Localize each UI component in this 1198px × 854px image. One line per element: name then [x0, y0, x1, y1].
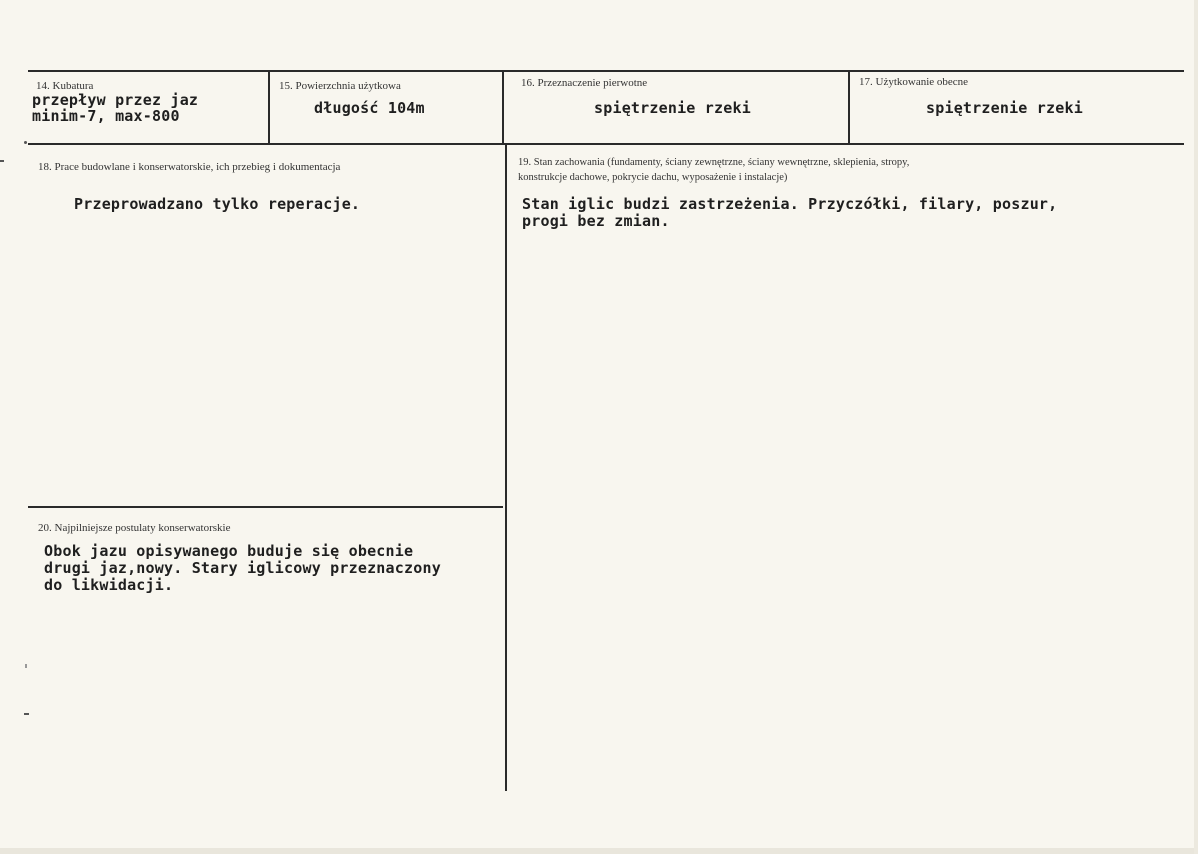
field-16-value: spiętrzenie rzeki — [594, 99, 751, 117]
field-15-value: długość 104m — [314, 99, 425, 117]
divider-left-right-column — [505, 143, 507, 791]
field-18-value: Przeprowadzano tylko reperacje. — [74, 195, 361, 213]
field-17-value: spiętrzenie rzeki — [926, 99, 1083, 117]
header-row-bottom-line — [28, 143, 1184, 145]
field-20-value-line-2: drugi jaz,nowy. Stary iglicowy przeznaczony — [44, 559, 441, 577]
field-15-label: 15. Powierzchnia użytkowa — [279, 80, 401, 92]
divider-14-15 — [268, 70, 270, 145]
field-19-value-line-2: progi bez zmian. — [522, 212, 670, 230]
stray-mark — [24, 713, 29, 715]
field-19-label-line-2: konstrukcje dachowe, pokrycie dachu, wyposażenie i instalacje) — [518, 172, 788, 183]
field-18-label: 18. Prace budowlane i konserwatorskie, ich przebieg i dokumentacja — [38, 161, 341, 173]
field-19-value-line-1: Stan iglic budzi zastrzeżenia. Przyczółki, filary, poszur, — [522, 195, 1058, 213]
stray-mark — [25, 664, 27, 668]
field-14-value-line-1: przepływ przez jaz — [32, 91, 199, 109]
section-18-bottom-line — [28, 506, 503, 508]
field-14-label: 14. Kubatura — [36, 80, 94, 92]
stray-mark — [24, 141, 27, 144]
field-20-value-line-3: do likwidacji. — [44, 576, 174, 594]
field-17-label: 17. Użytkowanie obecne — [859, 76, 969, 88]
stray-mark — [0, 160, 4, 162]
card-bottom-edge — [0, 848, 1198, 854]
divider-15-16 — [502, 70, 504, 145]
field-19-label-line-1: 19. Stan zachowania (fundamenty, ściany zewnętrzne, ściany wewnętrzne, sklepienia, stropy, — [518, 157, 910, 168]
field-20-value-line-1: Obok jazu opisywanego buduje się obecnie — [44, 542, 414, 560]
card-right-edge — [1194, 0, 1198, 854]
divider-16-17 — [848, 70, 850, 145]
top-border-line — [28, 70, 1184, 72]
field-16-label: 16. Przeznaczenie pierwotne — [521, 77, 648, 89]
field-20-label: 20. Najpilniejsze postulaty konserwatorskie — [38, 522, 231, 534]
field-14-value-line-2: minim-7, max-800 — [32, 107, 180, 125]
